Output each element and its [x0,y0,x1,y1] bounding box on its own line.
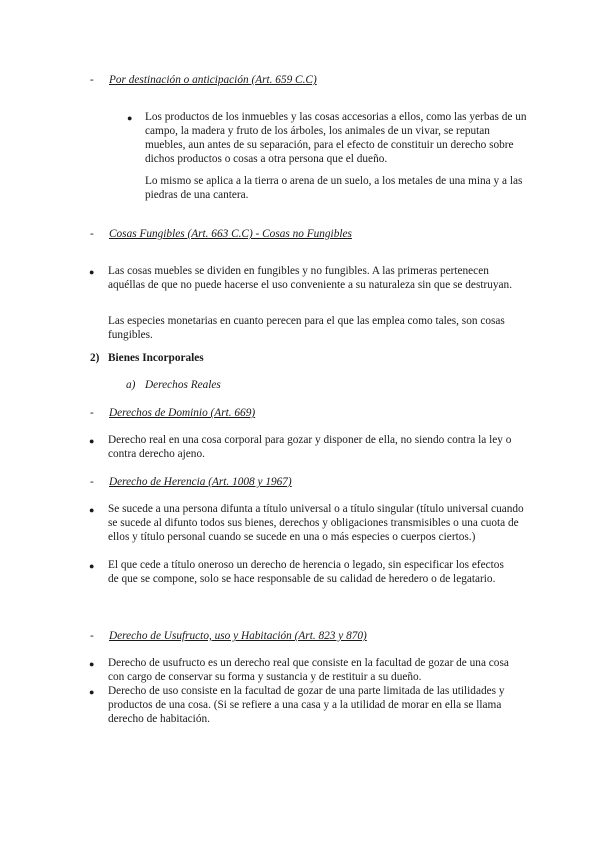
list-number: 2) [90,352,100,364]
section-heading-herencia: Derecho de Herencia (Art. 1008 y 1967) [109,476,292,488]
bullet-icon: ● [127,113,133,123]
dash-marker: - [90,407,94,419]
section-heading-destinacion: Por destinación o anticipación (Art. 659 C.C) [109,74,317,86]
bullet-icon: ● [89,659,95,669]
paragraph-fungibles: Las cosas muebles se dividen en fungibles y no fungibles. A las primeras pertenecen aquéllas de que no puede hacerse el uso conveniente a su naturaleza sin que se destruyan. [108,265,513,291]
section-heading-fungibles: Cosas Fungibles (Art. 663 C.C) - Cosas no Fungibles [109,228,352,240]
paragraph-monetarias: Las especies monetarias en cuanto perecen para el que las emplea como tales, son cosas fungibles. [108,315,505,341]
dash-marker: - [90,476,94,488]
bullet-icon: ● [89,267,95,277]
dash-marker: - [90,630,94,642]
dash-marker: - [90,228,94,240]
bullet-icon: ● [89,505,95,515]
sub-list-letter: a) [126,379,136,391]
paragraph-tierra: Lo mismo se aplica a la tierra o arena de un suelo, a los metales de una mina y a las piedras de una cantera. [145,175,523,201]
bullet-icon: ● [89,687,95,697]
paragraph-uso: Derecho de uso consiste en la facultad de gozar de una parte limitada de las utilidades y productos de una cosa. (Si se refiere a una casa y a la utilidad de morar en ella se llama derecho de habitación. [108,685,505,725]
section-title-incorporales: Bienes Incorporales [108,352,204,364]
bullet-icon: ● [89,561,95,571]
section-heading-usufructo: Derecho de Usufructo, uso y Habitación (Art. 823 y 870) [109,630,367,642]
paragraph-cede: El que cede a título oneroso un derecho de herencia o legado, sin especificar los efectos de que se compone, solo se hace responsable de su calidad de heredero o de legatario. [108,559,504,585]
sub-title-derechos-reales: Derechos Reales [145,379,221,391]
paragraph-sucede: Se sucede a una persona difunta a título universal o a título singular (título universal cuando se sucede al difunto todos sus bienes, derechos y obligaciones transmisibles o una cuota de ellos y título personal cuando se sucede en una o más especies o cuerpos ciertos.) [108,503,524,543]
paragraph-productos: Los productos de los inmuebles y las cosas accesorias a ellos, como las yerbas de un campo, la madera y fruto de los árboles, los animales de un vivar, se reputan muebles, aun antes de su separación, para el efecto de constituir un derecho sobre dichos productos o cosas a otra persona que el dueño. [145,111,527,165]
paragraph-usufructo: Derecho de usufructo es un derecho real que consiste en la facultad de gozar de una cosa con cargo de conservar su forma y sustancia y de restituir a su dueño. [108,657,509,683]
paragraph-dominio: Derecho real en una cosa corporal para gozar y disponer de ella, no siendo contra la ley o contra derecho ajeno. [108,434,512,460]
dash-marker: - [90,74,94,86]
bullet-icon: ● [89,436,95,446]
section-heading-dominio: Derechos de Dominio (Art. 669) [109,407,256,419]
